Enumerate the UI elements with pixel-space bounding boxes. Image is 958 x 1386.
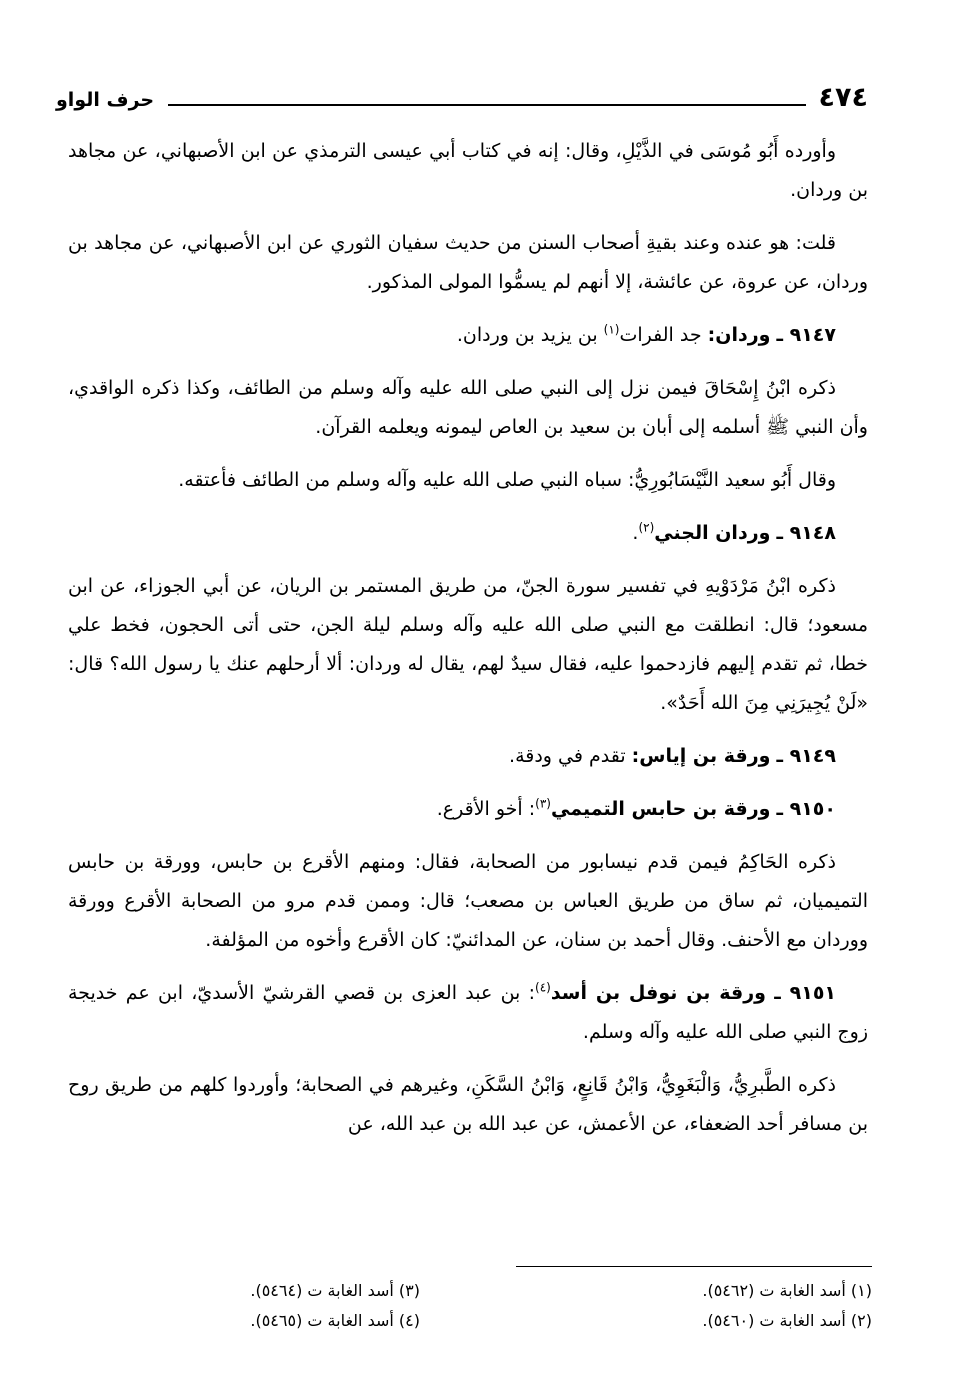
paragraph	[68, 567, 868, 723]
paragraph	[68, 369, 868, 447]
entry-heading: وردان:	[707, 324, 771, 346]
entry-number: ٩١٤٨ ـ	[776, 522, 836, 544]
paragraph	[68, 132, 868, 210]
entry-heading: ورقة بن نوفل بن أسد	[550, 982, 766, 1004]
entry-number: ٩١٥٠ ـ	[776, 798, 836, 820]
running-title: حرف الواو	[56, 89, 155, 111]
entry-heading: ورقة بن إياس:	[631, 745, 771, 767]
paragraph-text: ذكره ابْنُ مَرْدَوْيهِ في تفسير سورة الجنّ، من طريق المستمر بن الريان، عن أبي الجوزاء، عن ابن مسعود؛ قال: انطلقت مع النبي صلى الله عليه وآله وسلم ليلة الجن، حتى أتى الحجون، فخط علي خطا، ثم تقدم إليهم فازدحموا عليه، فقال سيدٌ لهم، يقال له وردان: ألا أرحلهم عنك يا رسول الله؟ قال: «لَنْ يُجِيرَنِي مِنَ الله أَحَدٌ».	[68, 575, 868, 714]
paragraph	[68, 461, 868, 500]
footnote-column-right	[542, 1276, 872, 1336]
paragraph-text: ذكره ابْنُ إِسْحَاقَ فيمن نزل إلى النبي صلى الله عليه وآله وسلم من الطائف، وكذا ذكره الواقدي، وأن النبي ﷺ أسلمه إلى أبان بن سعيد بن العاص ليمونه ويعلمه القرآن.	[68, 377, 868, 438]
paragraph-text: ذكره الطَّبرِيُّ، وَالْبَغَوِيُّ، وَابْنُ قَانِعٍ، وَابْنُ السَّكَنِ، وغيرهم في الصحابة؛ وأوردوا كلهم من طريق روح بن مسافر أحد الضعفاء، عن الأعمش، عن عبد الله بن عبد الله، عن	[68, 1074, 868, 1135]
paragraph-text: قلت: هو عنده وعند بقيةِ أصحاب السنن من حديث سفيان الثوري عن ابن الأصبهاني، عن مجاهد بن وردان، عن عروة، عن عائشة، إلا أنهم لم يسمُّوا المولى المذكور.	[68, 232, 868, 293]
entry-paragraph	[68, 737, 868, 776]
paragraph-text: ذكره الحَاكِمُ فيمن قدم نيسابور من الصحابة، فقال: ومنهم الأقرع بن حابس، وورقة بن حابس التميميان، ثم ساق من طريق العباس بن مصعب؛ قال: وممن قدم مرو من الصحابة الأقرع وورقة ووردان مع الأحنف. وقال أحمد بن سنان، عن المدائنيّ: كان الأقرع وأخوه من المؤلفة.	[68, 851, 868, 951]
entry-text: جد الفرات	[619, 324, 702, 346]
entry-number: ٩١٤٩ ـ	[776, 745, 836, 767]
entry-paragraph	[68, 974, 868, 1052]
entry-paragraph	[68, 790, 868, 829]
body-text	[68, 132, 868, 1252]
entry-tail: .	[632, 522, 639, 544]
entry-tail: بن يزيد بن وردان.	[456, 324, 604, 346]
entry-text: تقدم في ودقة.	[509, 745, 626, 767]
header-rule	[168, 104, 806, 106]
footnote-item: (٣) أسد الغابة ت (٥٤٦٤).	[250, 1281, 420, 1300]
entry-number: ٩١٤٧ ـ	[776, 324, 836, 346]
entry-heading: ورقة بن حابس التميمي	[550, 798, 771, 820]
page-number: ٤٧٤	[818, 82, 868, 113]
footnote-item: (١) أسد الغابة ت (٥٤٦٢).	[702, 1281, 872, 1300]
entry-tail: : بن عبد العزى بن قصي القرشيّ الأسديّ، ابن عم خديجة زوج النبي صلى الله عليه وآله وسلم.	[68, 982, 868, 1043]
footnotes	[152, 1276, 872, 1356]
footnote-item: (٤) أسد الغابة ت (٥٤٦٥).	[250, 1311, 420, 1330]
paragraph	[68, 843, 868, 960]
entry-paragraph	[68, 316, 868, 355]
footnote-rule	[516, 1266, 872, 1267]
entry-number: ٩١٥١ ـ	[774, 982, 837, 1004]
entry-tail: : أخو الأقرع.	[436, 798, 536, 820]
footnote-column-left	[170, 1276, 420, 1336]
paragraph	[68, 1066, 868, 1144]
footnote-marker[interactable]: (١)	[603, 322, 620, 337]
paragraph	[68, 224, 868, 302]
entry-paragraph	[68, 514, 868, 553]
paragraph-text: وأورده أَبُو مُوسَى في الذَّيْلِ، وقال: إنه في كتاب أبي عيسى الترمذي عن ابن الأصبهاني، عن مجاهد بن وردان.	[68, 140, 868, 201]
page-header	[56, 82, 868, 118]
paragraph-text: وقال أَبُو سعيد النَّيْسَابُورِيُّ: سباه النبي صلى الله عليه وآله وسلم من الطائف فأعتقه.	[178, 469, 836, 491]
footnote-marker[interactable]: (٤)	[535, 980, 551, 995]
footnote-marker[interactable]: (٣)	[535, 796, 551, 811]
entry-heading: وردان الجني	[654, 522, 771, 544]
footnote-item: (٢) أسد الغابة ت (٥٤٦٠).	[702, 1311, 872, 1330]
footnote-marker[interactable]: (٢)	[638, 520, 655, 535]
